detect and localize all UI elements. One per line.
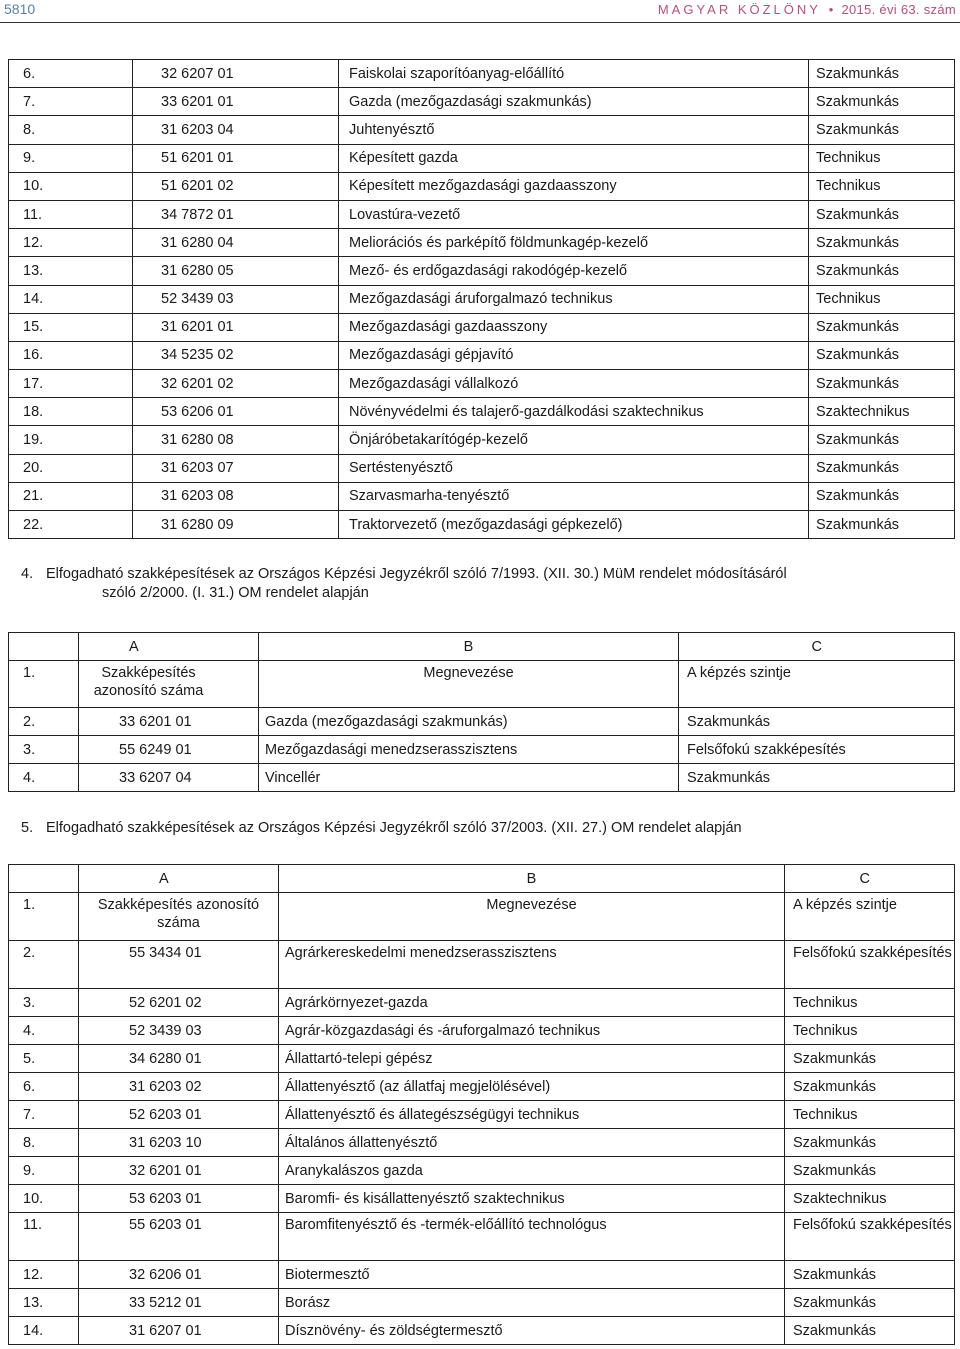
training-level: Szakmunkás	[809, 482, 955, 510]
qualification-name: Borász	[279, 1289, 785, 1317]
qualification-code: 33 6201 01	[133, 88, 339, 116]
table-row	[9, 229, 955, 257]
qualification-code: 32 6206 01	[79, 1261, 279, 1289]
table-row	[9, 285, 955, 313]
qualification-name: Agrár-közgazdasági és -áruforgalmazó technikus	[279, 1017, 785, 1045]
row-number: 7.	[9, 1101, 79, 1129]
row-number: 3.	[9, 989, 79, 1017]
training-level: Szaktechnikus	[809, 398, 955, 426]
training-level: Szakmunkás	[679, 764, 955, 792]
qualification-name: Baromfitenyésztő és -termék-előállító technológus	[279, 1213, 785, 1261]
training-level: Technikus	[809, 144, 955, 172]
qualification-code: 51 6201 02	[133, 172, 339, 200]
row-number: 14.	[9, 285, 133, 313]
training-level: Szakmunkás	[809, 257, 955, 285]
row-number: 10.	[9, 172, 133, 200]
qualification-name: Biotermesztő	[279, 1261, 785, 1289]
qualification-code: 34 5235 02	[133, 341, 339, 369]
table-row	[9, 200, 955, 228]
row-number: 22.	[9, 511, 133, 539]
row-number: 7.	[9, 88, 133, 116]
header-rule	[0, 22, 960, 23]
training-level: Szaktechnikus	[785, 1185, 955, 1213]
qualification-name: Önjáróbetakarítógép-kezelő	[339, 426, 809, 454]
qualification-code: 33 6207 04	[79, 764, 259, 792]
table-row	[9, 1261, 955, 1289]
row-number: 11.	[9, 200, 133, 228]
training-level: Szakmunkás	[679, 708, 955, 736]
table-row	[9, 989, 955, 1017]
training-level: Szakmunkás	[809, 88, 955, 116]
qualification-name: Lovastúra-vezető	[339, 200, 809, 228]
header-row-number: 1.	[9, 893, 79, 941]
row-number: 14.	[9, 1317, 79, 1345]
row-number: 2.	[9, 708, 79, 736]
qualification-code: 31 6203 10	[79, 1129, 279, 1157]
table-row	[9, 482, 955, 510]
table-row	[9, 454, 955, 482]
table-column-letters	[9, 865, 955, 893]
qualification-code: 31 6203 04	[133, 116, 339, 144]
table-row	[9, 116, 955, 144]
qualification-name: Mezőgazdasági menedzserasszisztens	[259, 736, 679, 764]
qualification-code: 55 6203 01	[79, 1213, 279, 1261]
page-header	[0, 0, 960, 22]
column-letter-c: C	[679, 633, 955, 661]
header-name: Megnevezése	[279, 893, 785, 941]
table-row	[9, 736, 955, 764]
training-level: Szakmunkás	[809, 313, 955, 341]
row-number: 6.	[9, 1073, 79, 1101]
training-level: Technikus	[809, 172, 955, 200]
section-5-number: 5.	[21, 820, 34, 836]
row-number: 13.	[9, 1289, 79, 1317]
table-row	[9, 341, 955, 369]
header-level: A képzés szintje	[785, 893, 955, 941]
qualification-name: Juhtenyésztő	[339, 116, 809, 144]
row-number: 16.	[9, 341, 133, 369]
row-number: 20.	[9, 454, 133, 482]
training-level: Szakmunkás	[785, 1073, 955, 1101]
column-letter-c: C	[785, 865, 955, 893]
qualification-name: Mezőgazdasági gépjavító	[339, 341, 809, 369]
section-5-title-line1: Elfogadható szakképesítések az Országos Képzési Jegyzékről szóló 37/2003. (XII. 27.) OM rendelet alapján	[46, 820, 742, 836]
qualification-name: Gazda (mezőgazdasági szakmunkás)	[339, 88, 809, 116]
row-number: 4.	[9, 1017, 79, 1045]
qualification-name: Képesített gazda	[339, 144, 809, 172]
qualification-code: 31 6280 08	[133, 426, 339, 454]
qualification-code: 51 6201 01	[133, 144, 339, 172]
training-level: Felsőfokú szakképesítés	[785, 1213, 955, 1261]
qualification-code: 31 6280 05	[133, 257, 339, 285]
qualification-name: Mezőgazdasági gazdaasszony	[339, 313, 809, 341]
training-level: Szakmunkás	[809, 454, 955, 482]
table-row	[9, 313, 955, 341]
training-level: Technikus	[785, 1101, 955, 1129]
qualification-code: 31 6203 08	[133, 482, 339, 510]
row-number: 13.	[9, 257, 133, 285]
running-head: MAGYAR KÖZLÖNY • 2015. évi 63. szám	[657, 2, 956, 17]
table-section3-continued	[8, 59, 955, 539]
table-row	[9, 1213, 955, 1261]
qualification-name: Sertéstenyésztő	[339, 454, 809, 482]
qualification-code: 32 6201 02	[133, 370, 339, 398]
qualification-code: 32 6201 01	[79, 1157, 279, 1185]
row-number: 9.	[9, 1157, 79, 1185]
training-level: Szakmunkás	[785, 1261, 955, 1289]
header-row-number: 1.	[9, 661, 79, 708]
table-row	[9, 1317, 955, 1345]
qualification-name: Növényvédelmi és talajerő-gazdálkodási szaktechnikus	[339, 398, 809, 426]
row-number: 3.	[9, 736, 79, 764]
table-row	[9, 1101, 955, 1129]
training-level: Szakmunkás	[785, 1045, 955, 1073]
section-4-title-line1: Elfogadható szakképesítések az Országos Képzési Jegyzékről szóló 7/1993. (XII. 30.) MüM rendelet módosításáról	[46, 566, 787, 582]
table-row	[9, 144, 955, 172]
table-row	[9, 1289, 955, 1317]
qualification-code: 52 6201 02	[79, 989, 279, 1017]
row-number: 4.	[9, 764, 79, 792]
training-level: Szakmunkás	[809, 426, 955, 454]
training-level: Szakmunkás	[809, 60, 955, 88]
training-level: Szakmunkás	[809, 370, 955, 398]
qualification-code: 53 6206 01	[133, 398, 339, 426]
row-number: 10.	[9, 1185, 79, 1213]
table-section4	[8, 632, 955, 792]
training-level: Szakmunkás	[809, 200, 955, 228]
qualification-code: 34 6280 01	[79, 1045, 279, 1073]
qualification-code: 31 6280 09	[133, 511, 339, 539]
row-number: 17.	[9, 370, 133, 398]
row-number: 2.	[9, 941, 79, 989]
training-level: Szakmunkás	[809, 511, 955, 539]
section-5-heading	[21, 819, 941, 838]
row-number: 9.	[9, 144, 133, 172]
header-code: Szakképesítés azonosító száma	[79, 893, 279, 941]
row-number: 6.	[9, 60, 133, 88]
table-cell	[9, 633, 79, 661]
section-4-title-line2: szóló 2/2000. (I. 31.) OM rendelet alapján	[102, 585, 369, 601]
qualification-name: Dísznövény- és zöldségtermesztő	[279, 1317, 785, 1345]
row-number: 21.	[9, 482, 133, 510]
column-letter-b: B	[259, 633, 679, 661]
qualification-code: 31 6203 02	[79, 1073, 279, 1101]
table-row	[9, 511, 955, 539]
table-row	[9, 1129, 955, 1157]
table-header-row	[9, 661, 955, 708]
table-section5	[8, 864, 955, 1345]
table-row	[9, 88, 955, 116]
qualification-name: Meliorációs és parképítő földmunkagép-kezelő	[339, 229, 809, 257]
issue-label: 2015. évi 63. szám	[841, 2, 956, 17]
journal-title: MAGYAR KÖZLÖNY	[657, 2, 821, 17]
table-row	[9, 941, 955, 989]
table-cell	[9, 865, 79, 893]
qualification-code: 33 5212 01	[79, 1289, 279, 1317]
header-level: A képzés szintje	[679, 661, 955, 708]
row-number: 8.	[9, 1129, 79, 1157]
table-row	[9, 257, 955, 285]
qualification-name: Vincellér	[259, 764, 679, 792]
row-number: 5.	[9, 1045, 79, 1073]
qualification-name: Általános állattenyésztő	[279, 1129, 785, 1157]
qualification-name: Állattartó-telepi gépész	[279, 1045, 785, 1073]
table-row	[9, 426, 955, 454]
training-level: Szakmunkás	[785, 1129, 955, 1157]
row-number: 19.	[9, 426, 133, 454]
section-4-number: 4.	[21, 566, 34, 582]
qualification-name: Agrárkereskedelmi menedzserasszisztens	[279, 941, 785, 989]
row-number: 12.	[9, 1261, 79, 1289]
row-number: 12.	[9, 229, 133, 257]
column-letter-a: A	[79, 633, 259, 661]
qualification-name: Gazda (mezőgazdasági szakmunkás)	[259, 708, 679, 736]
qualification-name: Mező- és erdőgazdasági rakodógép-kezelő	[339, 257, 809, 285]
page-number: 5810	[4, 1, 36, 17]
qualification-name: Agrárkörnyezet-gazda	[279, 989, 785, 1017]
table-row	[9, 1185, 955, 1213]
row-number: 11.	[9, 1213, 79, 1261]
qualification-name: Aranykalászos gazda	[279, 1157, 785, 1185]
training-level: Szakmunkás	[785, 1317, 955, 1345]
qualification-code: 53 6203 01	[79, 1185, 279, 1213]
qualification-code: 31 6203 07	[133, 454, 339, 482]
table-row	[9, 60, 955, 88]
table-row	[9, 1073, 955, 1101]
qualification-code: 34 7872 01	[133, 200, 339, 228]
qualification-code: 52 3439 03	[133, 285, 339, 313]
training-level: Felsőfokú szakképesítés	[785, 941, 955, 989]
qualification-name: Mezőgazdasági áruforgalmazó technikus	[339, 285, 809, 313]
qualification-name: Baromfi- és kisállattenyésztő szaktechnikus	[279, 1185, 785, 1213]
table-row	[9, 172, 955, 200]
header-code: Szakképesítés azonosító száma	[79, 661, 259, 708]
qualification-code: 31 6207 01	[79, 1317, 279, 1345]
training-level: Szakmunkás	[785, 1157, 955, 1185]
qualification-name: Állattenyésztő (az állatfaj megjelölésével)	[279, 1073, 785, 1101]
qualification-code: 52 3439 03	[79, 1017, 279, 1045]
training-level: Felsőfokú szakképesítés	[679, 736, 955, 764]
qualification-name: Mezőgazdasági vállalkozó	[339, 370, 809, 398]
column-letter-a: A	[79, 865, 279, 893]
training-level: Szakmunkás	[785, 1289, 955, 1317]
qualification-name: Állattenyésztő és állategészségügyi technikus	[279, 1101, 785, 1129]
qualification-code: 33 6201 01	[79, 708, 259, 736]
training-level: Szakmunkás	[809, 116, 955, 144]
training-level: Szakmunkás	[809, 229, 955, 257]
qualification-code: 31 6280 04	[133, 229, 339, 257]
qualification-name: Traktorvezető (mezőgazdasági gépkezelő)	[339, 511, 809, 539]
table-row	[9, 1157, 955, 1185]
row-number: 8.	[9, 116, 133, 144]
table-header-row	[9, 893, 955, 941]
table-row	[9, 1045, 955, 1073]
section-4-heading	[21, 565, 941, 603]
training-level: Technikus	[809, 285, 955, 313]
table-column-letters	[9, 633, 955, 661]
qualification-code: 31 6201 01	[133, 313, 339, 341]
qualification-code: 32 6207 01	[133, 60, 339, 88]
training-level: Szakmunkás	[809, 341, 955, 369]
qualification-name: Képesített mezőgazdasági gazdaasszony	[339, 172, 809, 200]
qualification-code: 55 3434 01	[79, 941, 279, 989]
training-level: Technikus	[785, 989, 955, 1017]
qualification-code: 55 6249 01	[79, 736, 259, 764]
table-row	[9, 708, 955, 736]
training-level: Technikus	[785, 1017, 955, 1045]
qualification-name: Szarvasmarha-tenyésztő	[339, 482, 809, 510]
table-row	[9, 1017, 955, 1045]
qualification-name: Faiskolai szaporítóanyag-előállító	[339, 60, 809, 88]
table-row	[9, 370, 955, 398]
column-letter-b: B	[279, 865, 785, 893]
header-name: Megnevezése	[259, 661, 679, 708]
qualification-code: 52 6203 01	[79, 1101, 279, 1129]
row-number: 18.	[9, 398, 133, 426]
table-row	[9, 398, 955, 426]
row-number: 15.	[9, 313, 133, 341]
table-row	[9, 764, 955, 792]
